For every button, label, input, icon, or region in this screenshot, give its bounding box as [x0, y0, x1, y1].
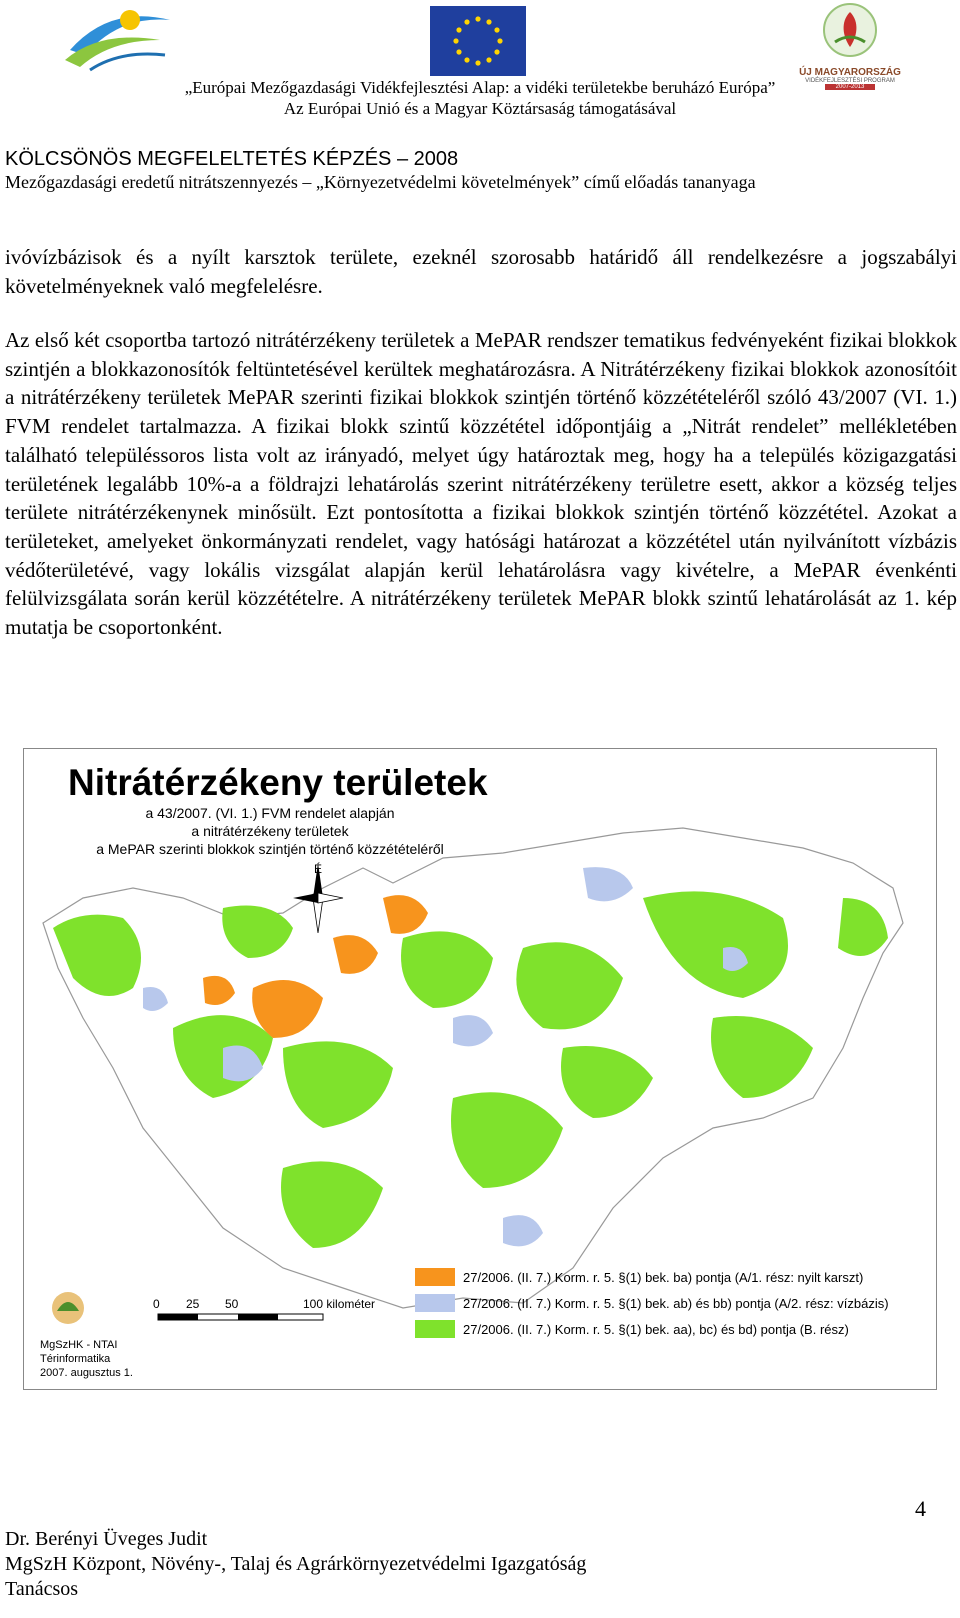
logo-years: 2007-2013	[825, 84, 875, 90]
legend-label-karst: 27/2006. (II. 7.) Korm. r. 5. §(1) bek. ba) pontja (A/1. rész: nyilt karszt)	[463, 1269, 864, 1285]
legend-swatch-water	[415, 1294, 455, 1312]
legend-item-b	[415, 1320, 849, 1338]
legend-label-water: 27/2006. (II. 7.) Korm. r. 5. §(1) bek. ab) és bb) pontja (A/2. rész: vízbázis)	[463, 1295, 889, 1311]
header-line-1: „Európai Mezőgazdasági Vidékfejlesztési Alap: a vidéki területekbe beruházó Európa”	[184, 78, 776, 97]
legend-swatch-karst	[415, 1268, 455, 1286]
logo-sub: VIDÉKFEJLESZTÉSI PROGRAM	[805, 78, 895, 84]
logo-text: ÚJ MAGYARORSZÁG	[799, 67, 901, 78]
eu-flag-logo	[430, 6, 526, 76]
footer-author: Dr. Berényi Üveges Judit	[5, 1528, 208, 1550]
paragraph-2	[5, 326, 957, 642]
agri-fund-logo	[60, 5, 180, 75]
course-title: KÖLCSÖNÖS MEGFELELTETÉS KÉPZÉS – 2008	[5, 148, 459, 170]
scale-label-50: 50	[225, 1297, 239, 1311]
credit-line-1: MgSzHK - NTAI	[40, 1339, 118, 1351]
paragraph-2-text: Az első két csoportba tartozó nitrátérzékeny területek a MePAR rendszer tematikus fedvényeként fizikai blokkok szintjén a blokkazonosítók feltüntetésével kerültek meghatározásra. A Nitrátérzékeny fizikai blokkok azonosítóit a nitrátérzékeny területek MePAR szerinti fizikai blokkok szintjén történő közzétételéről szóló 43/2007 (VI. 1.) FVM rendelet tartalmazza. A fizikai blokk szintű közzététel időpontjáig a „Nitrát rendelet” mellékletében található településsoros lista volt az irányadó, melyet úgy határoztak meg, hogy ha a település közigazgatási területének legalább 10%-a a földrajzi lehatárolás szerint nitrátérzékeny területre esett, akkor a község teljes területe nitrátérzékenynek minősült. Ezt pontosította a fizikai blokkok szintjén történő közzététel. Azokat a területeket, amelyeket önkormányzati rendelet, vagy hatósági határozat a közzététel után nyilvánított vízbázis védőterületévé, vagy lokális vizsgálat alapján kerül lehatárolásra vagy kivételre, a MePAR évenkénti felülvizsgálata során kerül közzétételre. A nitrátérzékeny területek MePAR blokk szintű lehatárolását az 1. kép mutatja be csoportonként.	[5, 328, 957, 640]
map-title: Nitrátérzékeny területek	[68, 762, 488, 803]
map-credit	[40, 1338, 133, 1380]
page-number: 4	[915, 1496, 926, 1521]
scale-label-25: 25	[186, 1297, 200, 1311]
scale-label-100: 100 kilométer	[303, 1297, 376, 1311]
paragraph-1-text: ivóvízbázisok és a nyílt karsztok területe, ezeknél szorosabb határidő áll rendelkezésre a jogszabályi követelményeknek való megfelelésre.	[5, 245, 957, 298]
credit-line-2: Térinformatika	[40, 1353, 111, 1365]
legend-label-b: 27/2006. (II. 7.) Korm. r. 5. §(1) bek. aa), bc) és bd) pontja (B. rész)	[463, 1321, 849, 1337]
map-subtitle-1: a 43/2007. (VI. 1.) FVM rendelet alapján	[145, 805, 395, 821]
ntai-logo-icon	[52, 1292, 84, 1324]
paragraph-1	[5, 243, 957, 300]
footer-role: Tanácsos	[5, 1578, 79, 1600]
scale-bar	[158, 1314, 323, 1320]
course-subtitle: Mezőgazdasági eredetű nitrátszennyezés – „Környezetvédelmi követelmények” című előadás tananyaga	[5, 172, 756, 192]
scale-label-0: 0	[153, 1297, 160, 1311]
map-subtitle-2: a nitrátérzékeny területek	[191, 823, 349, 839]
legend-item-karst	[415, 1268, 863, 1286]
header-line-2: Az Európai Unió és a Magyar Köztársaság támogatásával	[283, 99, 677, 118]
footer-org: MgSzH Központ, Növény-, Talaj és Agrárkörnyezetvédelmi Igazgatóság	[5, 1553, 587, 1575]
uj-magyarorszag-logo	[795, 2, 905, 90]
hungary-map	[23, 748, 935, 1388]
legend-swatch-b	[415, 1320, 455, 1338]
north-label: É	[314, 862, 323, 876]
map-subtitle-3: a MePAR szerinti blokkok szintjén történő közzétételéről	[96, 841, 444, 857]
credit-line-3: 2007. augusztus 1.	[40, 1367, 133, 1379]
legend-item-water	[415, 1294, 889, 1312]
